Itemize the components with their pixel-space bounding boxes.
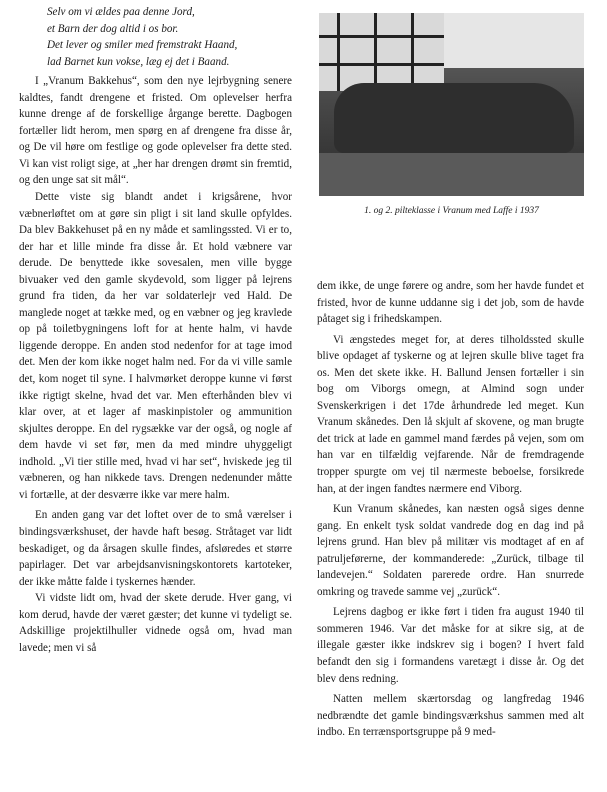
poem-line: et Barn der dog altid i os bor. [47,22,179,35]
photo-sky [444,13,584,68]
paragraph: Natten mellem skærtorsdag og langfredag 1946 nedbrændte det gamle bindingsværkshus sammen med alt indbo. En terrænsportsgruppe på 9 med- [317,693,584,739]
left-column [19,4,292,656]
paragraph: I „Vranum Bakkehus“, som den nye lejrbygning senere kaldtes, fandt drengene et fristed. Om oplevelser herfra kunne drenge af de forskellige årgange berette. Dagbogen fortæller lidt herom, men spørg en af drengene fra disse år, og De vil høre om festlige og gode oplevelser fra dette sted. Vi kan vist roligt sige, at „her har drengen drømt sin fremtid, og den unge sat sit mål“. [19,75,292,187]
poem-line: Selv om vi ældes paa denne Jord, [47,6,195,18]
paragraph: dem ikke, de unge førere og andre, som her havde fundet et fristed, hvor de kunne uddanne sig i det job, som de havde påtaget sig i frihedskampen. [317,280,584,326]
paragraph: Kun Vranum skånedes, kan næsten også siges denne gang. En enkelt tysk soldat vandrede dog en dag ind på lejrens grund. Han blev på militær vis modtaget af en af patruljeførerne, der kommanderede: „Zurück, tilbage til landevejen.“ Soldaten parerede ordre. Han snurrede omkring og travede samme vej „zurück“. [317,503,584,598]
paragraph: Vi vidste lidt om, hvad der skete derude. Hver gang, vi kom derud, havde der været gæster; det kunne vi tydeligt se. Adskillige projektilhuller vidnede også om, hvad man lavede; men vi så [19,592,292,654]
photo-ground [319,153,584,196]
photo-caption: 1. og 2. pilteklasse i Vranum med Laffe i 1937 [364,206,539,216]
right-column [317,278,584,741]
group-photo [319,13,584,196]
poem-line: lad Barnet kun vokse, læg ej det i Baand. [47,55,230,68]
paragraph: En anden gang var det loftet over de to små værelser i bindingsværkshuset, der havde haft besøg. Stråtaget var lidt beskadiget, og da årsagen skulle findes, afsløredes et større papirlager. Det var arbejdsanvisningskontorets kartoteker, der ikke måtte falde i tyskernes hænder. [19,509,292,588]
poem-line: Det lever og smiler med fremstrakt Haand, [47,39,238,52]
paragraph: Vi ængstedes meget for, at deres tilholdssted skulle blive opdaget af tyskerne og at lejren skulle blive taget fra os. Men det skete ikke. H. Ballund Jensen fortæller i sin bog om Viborgs omegn, at Almind sogn under Svenskerkrigen i det 17de århundrede led meget. Kun Vranum skånedes. Den lå skjult af skovene, og man brugte det trick at lade en gammel mand færdes på vejen, som om han var en tilfældig vejfarende. Når de fremdragende tropper spurgte om vej til nærmeste beboelse, forsikrede han, at der ingen fandtes nærmere end Viborg. [317,333,584,495]
paragraph: Dette viste sig blandt andet i krigsårene, hvor væbnerløftet om at gøre sin pligt i sit land skulle opfyldes. Da blev Bakkehuset på en ny måde et samlingssted. Vi er to, der har et lille minde fra disse år. Et hold væbnere var derude. De benyttede ikke sovesalen, men ville bygge bivuaker ved den gamle skydevold, som ligger på lejrens grund fra tiden, da her var soldaterlejr ved Hald. De manglede noget at tække med, og en væbner og jeg kravlede op på toiletbygningens loft for at hente halm, vi havde liggende deroppe. En anden stod nedenfor for at tage imod det. Men der kom ikke noget halm ned. For da vi ville samle det, kom noget til syne. I halvmørket deroppe kunne vi først ikke rigtigt skelne, hvad det var. Men efterhånden blev vi klar over, at et lager af maskinpistoler og ammunition skjultes deroppe. En del rygsække var der også, og nogle af dem havde vi set før, men da med mindre uhyggeligt indhold. „Vi tier stille med, hvad vi har set“, hviskede jeg til væbneren, og han nikkede tavs. Drengen nedenunder måtte vi fortælle, at der desværre ikke var mere halm. [19,191,292,501]
paragraph: Lejrens dagbog er ikke ført i tiden fra august 1940 til sommeren 1946. Var det måske for at sikre sig, at de illegale gæster ikke indskrev sig i bogen? I hvert fald befandt den sig i formandens varetægt i disse år. Og det blev dens redning. [317,606,584,685]
photo-group-of-boys [334,83,574,153]
photo-house [319,13,444,91]
poem [19,4,292,70]
